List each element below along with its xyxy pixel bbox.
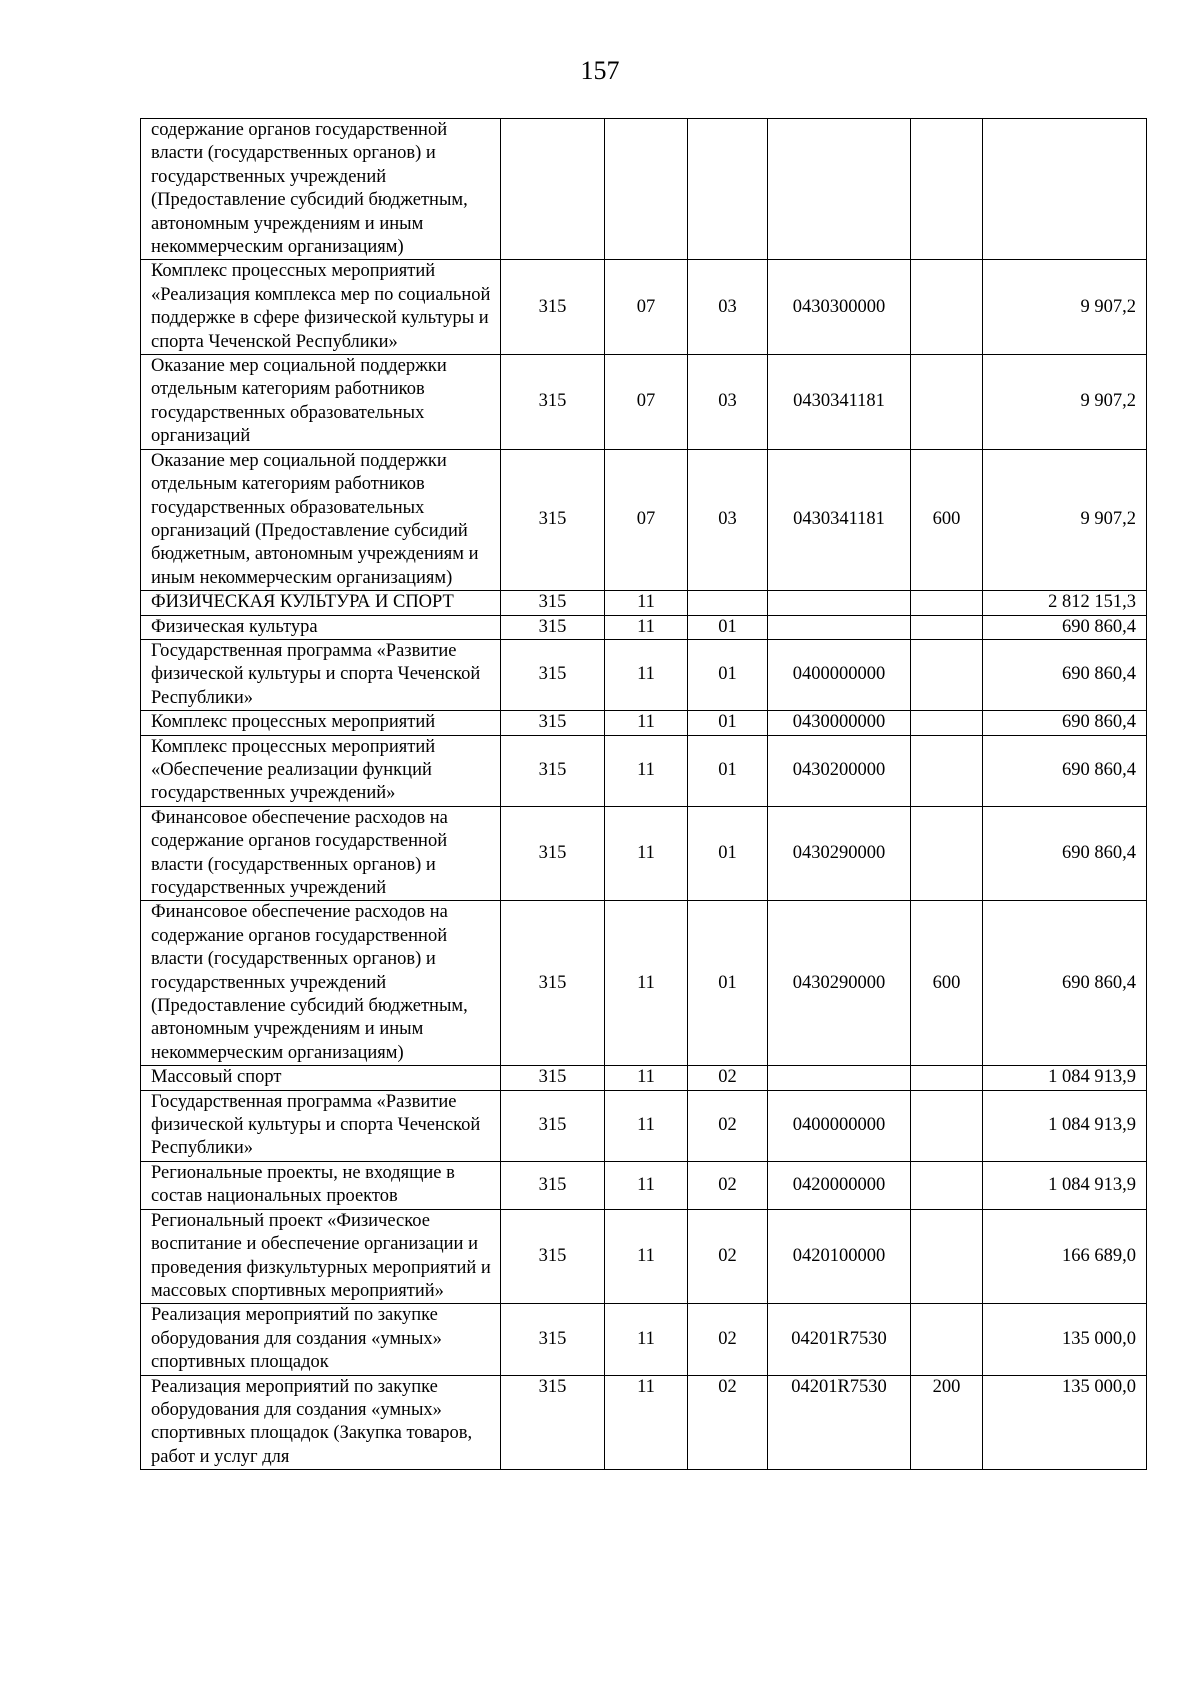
row-subsection-cell: 01 — [688, 711, 768, 735]
row-subsection-cell: 02 — [688, 1161, 768, 1209]
row-grbs-cell: 315 — [501, 449, 605, 590]
row-expense-type-cell — [911, 355, 983, 450]
row-target-article-cell: 0420100000 — [768, 1209, 911, 1304]
row-grbs-cell: 315 — [501, 735, 605, 806]
row-amount-cell: 690 860,4 — [983, 735, 1147, 806]
row-section-cell: 11 — [605, 1090, 688, 1161]
row-expense-type-cell — [911, 260, 983, 355]
row-section-cell: 11 — [605, 615, 688, 639]
row-name-cell: Финансовое обеспечение расходов на содержание органов государственной власти (государственных органов) и государственных учреждений — [141, 806, 501, 901]
row-name-cell: Оказание мер социальной поддержки отдельным категориям работников государственных образовательных организаций — [141, 355, 501, 450]
row-subsection-cell: 02 — [688, 1209, 768, 1304]
row-section-cell: 07 — [605, 449, 688, 590]
row-target-article-cell: 0430341181 — [768, 449, 911, 590]
row-amount-cell — [983, 119, 1147, 260]
row-target-article-cell: 0430000000 — [768, 711, 911, 735]
row-grbs-cell: 315 — [501, 355, 605, 450]
row-section-cell: 11 — [605, 1304, 688, 1375]
row-subsection-cell: 01 — [688, 806, 768, 901]
row-expense-type-cell: 600 — [911, 901, 983, 1066]
row-section-cell: 11 — [605, 806, 688, 901]
row-expense-type-cell — [911, 711, 983, 735]
row-name-cell: Реализация мероприятий по закупке оборудования для создания «умных» спортивных площадок — [141, 1304, 501, 1375]
row-target-article-cell: 04201R7530 — [768, 1304, 911, 1375]
row-grbs-cell: 315 — [501, 1066, 605, 1090]
table-row — [141, 806, 1147, 901]
row-name-cell: Комплекс процессных мероприятий «Обеспечение реализации функций государственных учреждений» — [141, 735, 501, 806]
table-row — [141, 735, 1147, 806]
row-grbs-cell: 315 — [501, 711, 605, 735]
row-name-cell: Региональный проект «Физическое воспитание и обеспечение организации и проведения физкультурных мероприятий и массовых спортивных мероприятий» — [141, 1209, 501, 1304]
table-row — [141, 449, 1147, 590]
row-section-cell: 11 — [605, 711, 688, 735]
row-subsection-cell: 02 — [688, 1304, 768, 1375]
row-name-cell: Реализация мероприятий по закупке оборудования для создания «умных» спортивных площадок (Закупка товаров, работ и услуг для — [141, 1375, 501, 1470]
row-amount-cell: 166 689,0 — [983, 1209, 1147, 1304]
row-expense-type-cell: 200 — [911, 1375, 983, 1470]
row-section-cell: 11 — [605, 591, 688, 615]
row-grbs-cell: 315 — [501, 591, 605, 615]
table-row — [141, 355, 1147, 450]
row-subsection-cell: 01 — [688, 901, 768, 1066]
row-subsection-cell — [688, 119, 768, 260]
row-amount-cell: 2 812 151,3 — [983, 591, 1147, 615]
row-target-article-cell: 0400000000 — [768, 639, 911, 710]
row-subsection-cell: 02 — [688, 1375, 768, 1470]
table-row — [141, 901, 1147, 1066]
row-expense-type-cell — [911, 615, 983, 639]
budget-table — [140, 118, 1147, 1470]
row-subsection-cell: 03 — [688, 355, 768, 450]
row-section-cell: 11 — [605, 1161, 688, 1209]
row-amount-cell: 690 860,4 — [983, 615, 1147, 639]
row-amount-cell: 9 907,2 — [983, 260, 1147, 355]
row-grbs-cell: 315 — [501, 1375, 605, 1470]
row-target-article-cell — [768, 615, 911, 639]
row-grbs-cell: 315 — [501, 806, 605, 901]
table-row — [141, 711, 1147, 735]
row-amount-cell: 690 860,4 — [983, 901, 1147, 1066]
table-row — [141, 260, 1147, 355]
row-section-cell: 11 — [605, 901, 688, 1066]
row-name-cell: Массовый спорт — [141, 1066, 501, 1090]
table-row — [141, 1090, 1147, 1161]
row-expense-type-cell — [911, 1161, 983, 1209]
row-target-article-cell — [768, 119, 911, 260]
row-subsection-cell: 03 — [688, 449, 768, 590]
row-section-cell — [605, 119, 688, 260]
table-row — [141, 615, 1147, 639]
row-expense-type-cell: 600 — [911, 449, 983, 590]
budget-table-body — [141, 119, 1147, 1470]
row-section-cell: 07 — [605, 355, 688, 450]
row-amount-cell: 1 084 913,9 — [983, 1161, 1147, 1209]
row-name-cell: Государственная программа «Развитие физической культуры и спорта Чеченской Республики» — [141, 1090, 501, 1161]
row-grbs-cell: 315 — [501, 1304, 605, 1375]
page-number: 157 — [580, 56, 620, 85]
row-subsection-cell: 02 — [688, 1066, 768, 1090]
table-row — [141, 639, 1147, 710]
row-expense-type-cell — [911, 806, 983, 901]
row-target-article-cell: 0430290000 — [768, 901, 911, 1066]
row-name-cell: содержание органов государственной власти (государственных органов) и государственных учреждений (Предоставление субсидий бюджетным, автономным учреждениям и иным некоммерческим организациям) — [141, 119, 501, 260]
row-target-article-cell — [768, 591, 911, 615]
row-section-cell: 11 — [605, 1375, 688, 1470]
row-subsection-cell: 01 — [688, 639, 768, 710]
row-amount-cell: 135 000,0 — [983, 1304, 1147, 1375]
table-row — [141, 591, 1147, 615]
row-amount-cell: 690 860,4 — [983, 711, 1147, 735]
row-target-article-cell: 0430341181 — [768, 355, 911, 450]
row-amount-cell: 135 000,0 — [983, 1375, 1147, 1470]
row-name-cell: Физическая культура — [141, 615, 501, 639]
row-name-cell: Оказание мер социальной поддержки отдельным категориям работников государственных образовательных организаций (Предоставление субсидий бюджетным, автономным учреждениям и иным некоммерческим организациям) — [141, 449, 501, 590]
row-grbs-cell: 315 — [501, 1161, 605, 1209]
row-amount-cell: 690 860,4 — [983, 639, 1147, 710]
row-expense-type-cell — [911, 1066, 983, 1090]
row-section-cell: 07 — [605, 260, 688, 355]
row-expense-type-cell — [911, 119, 983, 260]
row-name-cell: Государственная программа «Развитие физической культуры и спорта Чеченской Республики» — [141, 639, 501, 710]
row-target-article-cell: 0430290000 — [768, 806, 911, 901]
table-row — [141, 1161, 1147, 1209]
row-grbs-cell: 315 — [501, 1209, 605, 1304]
row-target-article-cell: 0430300000 — [768, 260, 911, 355]
row-expense-type-cell — [911, 591, 983, 615]
row-grbs-cell — [501, 119, 605, 260]
row-expense-type-cell — [911, 1209, 983, 1304]
row-expense-type-cell — [911, 1304, 983, 1375]
row-section-cell: 11 — [605, 1209, 688, 1304]
row-subsection-cell: 01 — [688, 615, 768, 639]
row-grbs-cell: 315 — [501, 901, 605, 1066]
row-section-cell: 11 — [605, 1066, 688, 1090]
row-subsection-cell: 02 — [688, 1090, 768, 1161]
row-section-cell: 11 — [605, 735, 688, 806]
row-grbs-cell: 315 — [501, 639, 605, 710]
row-name-cell: ФИЗИЧЕСКАЯ КУЛЬТУРА И СПОРТ — [141, 591, 501, 615]
row-grbs-cell: 315 — [501, 260, 605, 355]
row-name-cell: Комплекс процессных мероприятий «Реализация комплекса мер по социальной поддержке в сфере физической культуры и спорта Чеченской Республики» — [141, 260, 501, 355]
table-row — [141, 1304, 1147, 1375]
row-name-cell: Региональные проекты, не входящие в состав национальных проектов — [141, 1161, 501, 1209]
row-amount-cell: 1 084 913,9 — [983, 1066, 1147, 1090]
row-target-article-cell — [768, 1066, 911, 1090]
row-name-cell: Финансовое обеспечение расходов на содержание органов государственной власти (государственных органов) и государственных учреждений (Предоставление субсидий бюджетным, автономным учреждениям и иным некоммерческим организациям) — [141, 901, 501, 1066]
row-section-cell: 11 — [605, 639, 688, 710]
row-target-article-cell: 0400000000 — [768, 1090, 911, 1161]
row-target-article-cell: 04201R7530 — [768, 1375, 911, 1470]
row-expense-type-cell — [911, 639, 983, 710]
row-amount-cell: 9 907,2 — [983, 449, 1147, 590]
row-name-cell: Комплекс процессных мероприятий — [141, 711, 501, 735]
table-row — [141, 1209, 1147, 1304]
row-amount-cell: 9 907,2 — [983, 355, 1147, 450]
row-target-article-cell: 0420000000 — [768, 1161, 911, 1209]
table-row — [141, 1066, 1147, 1090]
row-amount-cell: 1 084 913,9 — [983, 1090, 1147, 1161]
row-grbs-cell: 315 — [501, 615, 605, 639]
row-grbs-cell: 315 — [501, 1090, 605, 1161]
row-subsection-cell — [688, 591, 768, 615]
row-subsection-cell: 01 — [688, 735, 768, 806]
row-target-article-cell: 0430200000 — [768, 735, 911, 806]
row-amount-cell: 690 860,4 — [983, 806, 1147, 901]
table-row — [141, 119, 1147, 260]
row-subsection-cell: 03 — [688, 260, 768, 355]
row-expense-type-cell — [911, 1090, 983, 1161]
row-expense-type-cell — [911, 735, 983, 806]
table-row — [141, 1375, 1147, 1470]
